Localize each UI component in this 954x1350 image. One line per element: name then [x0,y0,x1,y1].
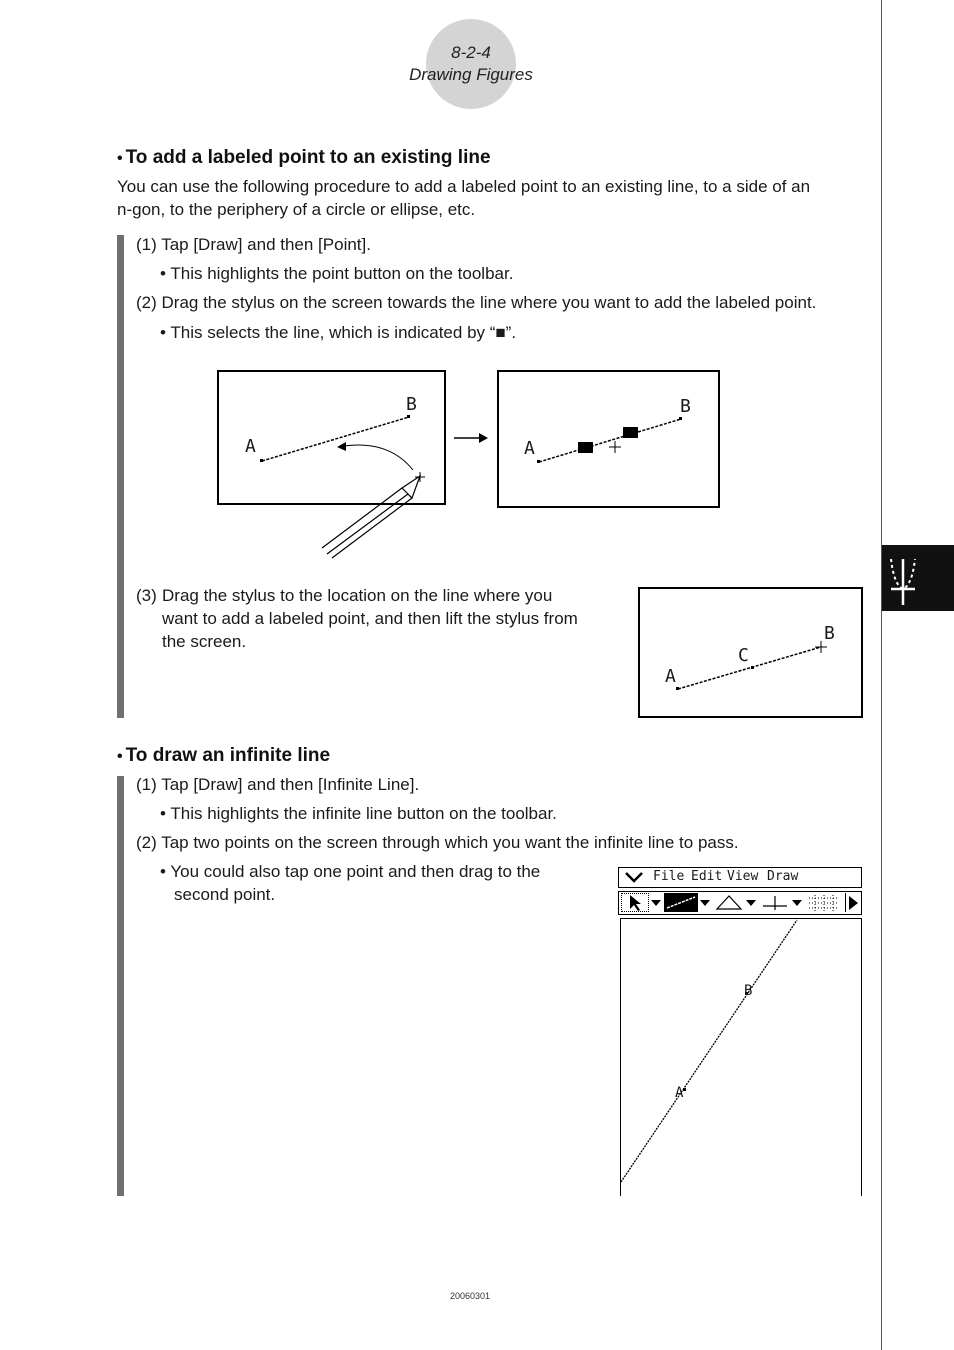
label-a: A [675,1085,684,1101]
dropdown-icon [745,893,757,912]
screen-labeled-point [638,587,863,718]
step-3-line-2: want to add a labeled point, and then lift the stylus from [162,609,578,628]
chapter-tab [882,545,954,611]
label-a: A [665,666,676,687]
title-text: To draw an infinite line [125,745,331,766]
pointer-icon [622,894,648,911]
menu-down-icon[interactable] [625,871,643,883]
dropdown-icon [650,893,662,912]
line-tool-dropdown[interactable] [699,893,711,912]
bullet: • [117,150,123,167]
grid-tool-button[interactable] [807,893,841,912]
intro-line-2: n-gon, to the periphery of a circle or ellipse, etc. [117,200,476,219]
dropdown-icon [791,893,803,912]
procedure-bar-2 [117,776,124,1196]
dropdown-icon [699,893,711,912]
step-1-note: • This highlights the point button on the toolbar. [160,264,514,283]
shape-tool-button[interactable] [714,893,744,912]
toolbar [618,891,862,915]
label-a: A [245,436,256,457]
grid-icon [807,893,841,912]
label-b: B [406,394,417,415]
menu-file[interactable]: File [653,869,685,884]
play-right-icon [846,893,860,912]
menu-bar [618,867,862,888]
label-b: B [824,623,835,644]
menu-edit[interactable]: Edit [691,869,723,884]
margin-rule [881,0,882,1350]
step-2-note: • This selects the line, which is indicated by “■”. [160,323,517,342]
label-c: C [738,645,749,666]
geometry-icon [882,545,954,611]
procedure-bar-1 [117,235,124,718]
step-1: (1) Tap [Draw] and then [Point]. [136,235,371,254]
step-1-note: • This highlights the infinite line button on the toolbar. [160,804,557,823]
stylus-icon [318,468,428,560]
step-2-note-line-1: • You could also tap one point and then drag to the [160,862,541,881]
step-1: (1) Tap [Draw] and then [Infinite Line]. [136,775,420,794]
screen-after [497,370,720,508]
section-heading: Drawing Figures [409,65,533,84]
construct-tool-dropdown[interactable] [791,893,803,912]
step-2-note-line-2: second point. [174,885,276,904]
select-tool-button[interactable] [621,893,649,912]
step-3-line-1: Drag the stylus to the location on the line where you [162,586,553,605]
infinite-line-icon [664,893,698,912]
section-title-infinite-line [117,745,330,767]
menu-draw[interactable]: Draw [767,869,799,884]
geometry-window[interactable] [620,918,862,1196]
label-a: A [524,438,535,459]
line-tool-button[interactable] [664,893,698,912]
triangle-icon [714,893,744,912]
intro-line-1: You can use the following procedure to add a labeled point to an existing line, to a side of an [117,177,811,196]
bullet: • [117,748,123,765]
header-circle [426,19,516,109]
step-3-line-3: the screen. [162,632,247,651]
step-2: (2) Tap two points on the screen through which you want the infinite line to pass. [136,833,739,852]
menu-view[interactable]: View [727,869,759,884]
section-number: 8-2-4 [451,43,491,62]
construct-tool-button[interactable] [760,893,790,912]
step-3-number: (3) [136,586,157,605]
select-tool-dropdown[interactable] [650,893,662,912]
title-text: To add a labeled point to an existing line [125,147,491,168]
section-title-add-point [117,147,491,169]
footer-code: 20060301 [449,1291,491,1301]
perpendicular-icon [760,893,790,912]
label-b: B [680,396,691,417]
label-b: B [744,983,753,999]
toolbar-scroll-button[interactable] [845,893,859,912]
shape-tool-dropdown[interactable] [745,893,757,912]
arrow-right-icon [452,430,490,446]
step-2: (2) Drag the stylus on the screen towards the line where you want to add the labeled point. [136,293,817,312]
